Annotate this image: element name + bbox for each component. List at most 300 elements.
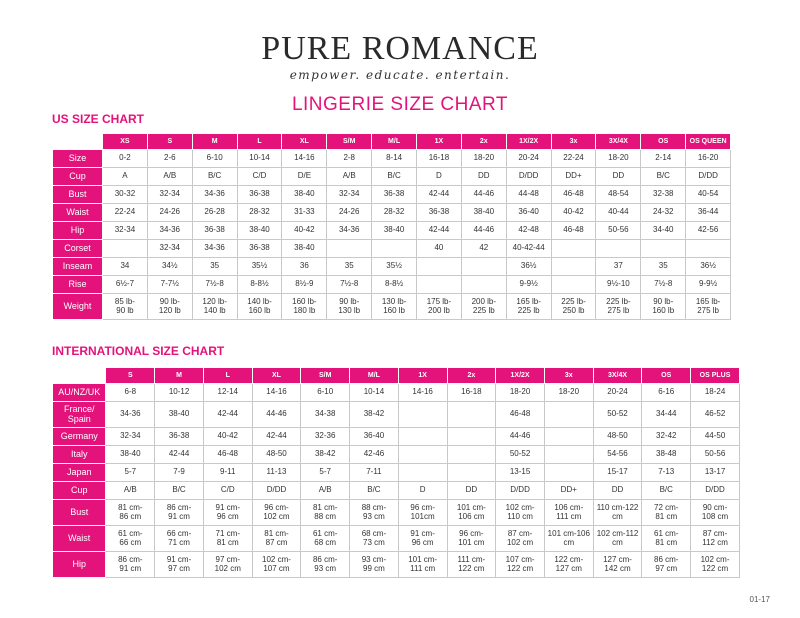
column-header: 1X: [398, 368, 447, 384]
table-cell: 28-32: [372, 204, 417, 222]
table-cell: DD: [461, 168, 506, 186]
international-section-title: INTERNATIONAL SIZE CHART: [52, 344, 225, 358]
table-cell: 122 cm- 127 cm: [544, 552, 593, 578]
table-cell: 8-8½: [237, 276, 282, 294]
table-cell: 46-48: [551, 186, 596, 204]
row-label: Waist: [53, 204, 103, 222]
table-cell: 2-14: [641, 150, 686, 168]
us-section-title: US SIZE CHART: [52, 112, 145, 126]
table-cell: 46-52: [691, 402, 740, 428]
table-cell: [461, 276, 506, 294]
column-header: OS PLUS: [691, 368, 740, 384]
table-cell: B/C: [642, 482, 691, 500]
table-cell: 38-40: [282, 240, 327, 258]
table-row: [53, 446, 740, 464]
table-cell: C/D: [237, 168, 282, 186]
column-header: 1X/2X: [496, 368, 545, 384]
row-label: Size: [53, 150, 103, 168]
table-cell: DD: [596, 168, 641, 186]
row-label: Hip: [53, 222, 103, 240]
row-label: AU/NZ/UK: [53, 384, 106, 402]
table-cell: 48-50: [252, 446, 301, 464]
table-cell: B/C: [192, 168, 237, 186]
table-cell: 37: [596, 258, 641, 276]
document-code: 01-17: [749, 595, 770, 604]
table-cell: [447, 464, 496, 482]
table-cell: 30-32: [103, 186, 148, 204]
table-row: [53, 428, 740, 446]
table-cell: 16-20: [686, 150, 731, 168]
table-row: [53, 186, 731, 204]
table-cell: B/C: [372, 168, 417, 186]
table-cell: 101 cm- 111 cm: [398, 552, 447, 578]
table-cell: D/DD: [686, 168, 731, 186]
table-cell: 91 cm- 96 cm: [203, 500, 252, 526]
table-cell: 12-14: [203, 384, 252, 402]
table-cell: 36-38: [192, 222, 237, 240]
table-cell: 6-8: [106, 384, 155, 402]
column-header: 2x: [447, 368, 496, 384]
row-label: Bust: [53, 500, 106, 526]
table-cell: 90 cm- 108 cm: [691, 500, 740, 526]
column-header: 3X/4X: [593, 368, 642, 384]
table-cell: 35: [327, 258, 372, 276]
column-header: XS: [103, 134, 148, 150]
row-label: Weight: [53, 294, 103, 320]
table-corner: [53, 134, 103, 150]
column-header: S/M: [327, 134, 372, 150]
table-cell: 32-38: [641, 186, 686, 204]
page-title: LINGERIE SIZE CHART: [291, 94, 509, 115]
table-cell: 71 cm- 81 cm: [203, 526, 252, 552]
table-cell: 42-44: [252, 428, 301, 446]
table-cell: 40-42: [203, 428, 252, 446]
table-cell: 106 cm- 111 cm: [544, 500, 593, 526]
table-row: [53, 168, 731, 186]
table-cell: [372, 240, 417, 258]
table-cell: 40-42-44: [506, 240, 551, 258]
table-cell: 48-54: [596, 186, 641, 204]
table-cell: [398, 446, 447, 464]
table-cell: 2-6: [147, 150, 192, 168]
table-cell: 6½-7: [103, 276, 148, 294]
table-cell: 32-42: [642, 428, 691, 446]
column-header: 1X: [417, 134, 462, 150]
table-cell: 61 cm- 81 cm: [642, 526, 691, 552]
table-cell: 86 cm- 91 cm: [155, 500, 204, 526]
table-cell: 46-48: [203, 446, 252, 464]
column-header: OS: [641, 134, 686, 150]
table-row: [53, 258, 731, 276]
table-cell: 38-42: [301, 446, 350, 464]
table-cell: D: [417, 168, 462, 186]
table-cell: 107 cm- 122 cm: [496, 552, 545, 578]
table-cell: 38-40: [372, 222, 417, 240]
table-cell: 6-10: [192, 150, 237, 168]
table-cell: [417, 258, 462, 276]
table-cell: 38-40: [155, 402, 204, 428]
table-cell: 36½: [686, 258, 731, 276]
table-cell: 32-34: [106, 428, 155, 446]
table-cell: 18-20: [496, 384, 545, 402]
column-header: XL: [282, 134, 327, 150]
table-cell: [641, 240, 686, 258]
table-cell: 7-13: [642, 464, 691, 482]
table-cell: 101 cm- 106 cm: [447, 500, 496, 526]
table-cell: 22-24: [551, 150, 596, 168]
table-cell: 34-36: [147, 222, 192, 240]
table-cell: 34-36: [327, 222, 372, 240]
table-cell: 42-46: [350, 446, 399, 464]
row-label: Italy: [53, 446, 106, 464]
table-cell: 24-26: [147, 204, 192, 222]
table-cell: 61 cm- 66 cm: [106, 526, 155, 552]
table-cell: 46-48: [496, 402, 545, 428]
table-cell: [544, 464, 593, 482]
table-cell: 102 cm- 107 cm: [252, 552, 301, 578]
table-cell: [417, 276, 462, 294]
column-header: 3x: [551, 134, 596, 150]
table-cell: 102 cm- 110 cm: [496, 500, 545, 526]
table-cell: 9½-10: [596, 276, 641, 294]
table-cell: [544, 446, 593, 464]
table-cell: 36-40: [506, 204, 551, 222]
table-cell: DD: [447, 482, 496, 500]
table-cell: 0-2: [103, 150, 148, 168]
table-cell: 34-40: [641, 222, 686, 240]
table-cell: 38-40: [237, 222, 282, 240]
table-row: [53, 482, 740, 500]
table-cell: 44-48: [506, 186, 551, 204]
table-cell: 120 lb- 140 lb: [192, 294, 237, 320]
table-cell: 10-14: [350, 384, 399, 402]
table-cell: D: [398, 482, 447, 500]
table-row: [53, 150, 731, 168]
table-cell: 18-20: [596, 150, 641, 168]
column-header: 1X/2X: [506, 134, 551, 150]
table-cell: 31-33: [282, 204, 327, 222]
table-cell: 42-48: [506, 222, 551, 240]
row-label: Corset: [53, 240, 103, 258]
table-cell: 16-18: [417, 150, 462, 168]
table-cell: 34-36: [192, 240, 237, 258]
table-cell: 96 cm- 101cm: [398, 500, 447, 526]
row-label: Bust: [53, 186, 103, 204]
row-label: Cup: [53, 168, 103, 186]
table-cell: [398, 464, 447, 482]
table-cell: [551, 276, 596, 294]
table-cell: 34: [103, 258, 148, 276]
table-cell: 11-13: [252, 464, 301, 482]
table-cell: 32-34: [327, 186, 372, 204]
table-cell: 50-52: [496, 446, 545, 464]
table-cell: [596, 240, 641, 258]
table-cell: 20-24: [506, 150, 551, 168]
table-cell: A/B: [301, 482, 350, 500]
table-cell: 18-20: [544, 384, 593, 402]
table-cell: 36-38: [155, 428, 204, 446]
table-cell: D/DD: [496, 482, 545, 500]
table-cell: 32-36: [301, 428, 350, 446]
table-cell: 32-34: [147, 240, 192, 258]
table-cell: [327, 240, 372, 258]
table-cell: A/B: [106, 482, 155, 500]
table-cell: 110 cm-122 cm: [593, 500, 642, 526]
row-label: Rise: [53, 276, 103, 294]
table-cell: 48-50: [593, 428, 642, 446]
table-cell: 40-42: [282, 222, 327, 240]
row-label: Cup: [53, 482, 106, 500]
table-cell: 5-7: [106, 464, 155, 482]
table-cell: 16-18: [447, 384, 496, 402]
table-cell: 42-44: [417, 186, 462, 204]
table-cell: 35: [641, 258, 686, 276]
table-cell: 22-24: [103, 204, 148, 222]
us-size-table: [52, 133, 731, 320]
row-label: France/ Spain: [53, 402, 106, 428]
table-cell: 40-44: [596, 204, 641, 222]
table-cell: 35½: [372, 258, 417, 276]
table-cell: 225 lb- 275 lb: [596, 294, 641, 320]
table-cell: [447, 428, 496, 446]
table-cell: 87 cm- 112 cm: [691, 526, 740, 552]
table-cell: 44-46: [461, 222, 506, 240]
table-cell: D/DD: [252, 482, 301, 500]
table-cell: [686, 240, 731, 258]
column-header: L: [237, 134, 282, 150]
table-cell: 6-16: [642, 384, 691, 402]
table-cell: 7½-8: [327, 276, 372, 294]
table-cell: 91 cm- 96 cm: [398, 526, 447, 552]
table-cell: 14-16: [282, 150, 327, 168]
column-header: S: [106, 368, 155, 384]
table-cell: DD: [593, 482, 642, 500]
table-cell: D/E: [282, 168, 327, 186]
table-cell: 36-38: [237, 186, 282, 204]
international-size-table: [52, 367, 740, 578]
table-cell: 9-9½: [686, 276, 731, 294]
table-cell: 68 cm- 73 cm: [350, 526, 399, 552]
table-cell: 87 cm- 102 cm: [496, 526, 545, 552]
table-cell: 7-7½: [147, 276, 192, 294]
table-cell: 8-8½: [372, 276, 417, 294]
table-cell: 13-15: [496, 464, 545, 482]
table-cell: 66 cm- 71 cm: [155, 526, 204, 552]
table-cell: [398, 428, 447, 446]
table-cell: B/C: [350, 482, 399, 500]
table-cell: 14-16: [398, 384, 447, 402]
table-cell: C/D: [203, 482, 252, 500]
table-cell: 42-44: [203, 402, 252, 428]
table-cell: 34-36: [106, 402, 155, 428]
table-row: [53, 500, 740, 526]
row-label: Waist: [53, 526, 106, 552]
table-cell: 44-46: [461, 186, 506, 204]
table-cell: 9-11: [203, 464, 252, 482]
table-cell: 36: [282, 258, 327, 276]
table-cell: 165 lb- 225 lb: [506, 294, 551, 320]
table-cell: 32-34: [147, 186, 192, 204]
column-header: M: [192, 134, 237, 150]
table-row: [53, 552, 740, 578]
table-cell: 175 lb- 200 lb: [417, 294, 462, 320]
brand-tagline: empower. educate. entertain.: [289, 68, 511, 82]
table-cell: 13-17: [691, 464, 740, 482]
table-cell: 86 cm- 93 cm: [301, 552, 350, 578]
table-cell: 2-8: [327, 150, 372, 168]
table-cell: 96 cm- 101 cm: [447, 526, 496, 552]
table-cell: D/DD: [506, 168, 551, 186]
table-row: [53, 240, 731, 258]
table-cell: 85 lb- 90 lb: [103, 294, 148, 320]
table-cell: 42-56: [686, 222, 731, 240]
table-cell: 34-38: [301, 402, 350, 428]
column-header: M/L: [350, 368, 399, 384]
table-cell: 34½: [147, 258, 192, 276]
table-cell: 130 lb- 160 lb: [372, 294, 417, 320]
table-cell: 81 cm- 87 cm: [252, 526, 301, 552]
table-cell: 32-34: [103, 222, 148, 240]
table-cell: 7-11: [350, 464, 399, 482]
table-cell: 28-32: [237, 204, 282, 222]
table-cell: 50-56: [596, 222, 641, 240]
table-cell: 8-14: [372, 150, 417, 168]
row-label: Germany: [53, 428, 106, 446]
table-cell: 9-9½: [506, 276, 551, 294]
column-header: M/L: [372, 134, 417, 150]
table-cell: 8½-9: [282, 276, 327, 294]
table-cell: 111 cm- 122 cm: [447, 552, 496, 578]
table-cell: DD+: [544, 482, 593, 500]
table-cell: 7½-8: [192, 276, 237, 294]
table-cell: 42-44: [155, 446, 204, 464]
table-row: [53, 402, 740, 428]
table-cell: 102 cm-112 cm: [593, 526, 642, 552]
table-cell: 35: [192, 258, 237, 276]
table-cell: [544, 402, 593, 428]
table-cell: 90 lb- 120 lb: [147, 294, 192, 320]
table-row: [53, 276, 731, 294]
table-cell: DD+: [551, 168, 596, 186]
table-cell: 160 lb- 180 lb: [282, 294, 327, 320]
table-cell: 38-48: [642, 446, 691, 464]
table-cell: 81 cm- 88 cm: [301, 500, 350, 526]
table-cell: [447, 446, 496, 464]
table-cell: 44-50: [691, 428, 740, 446]
column-header: OS QUEEN: [686, 134, 731, 150]
table-cell: 42: [461, 240, 506, 258]
table-cell: 18-24: [691, 384, 740, 402]
table-cell: 200 lb- 225 lb: [461, 294, 506, 320]
table-cell: 91 cm- 97 cm: [155, 552, 204, 578]
table-cell: 38-42: [350, 402, 399, 428]
table-cell: 14-16: [252, 384, 301, 402]
column-header: L: [203, 368, 252, 384]
table-row: [53, 204, 731, 222]
table-cell: 10-12: [155, 384, 204, 402]
table-cell: 54-56: [593, 446, 642, 464]
table-cell: 46-48: [551, 222, 596, 240]
table-cell: [461, 258, 506, 276]
table-cell: 38-40: [282, 186, 327, 204]
table-cell: [103, 240, 148, 258]
table-cell: A/B: [327, 168, 372, 186]
table-row: [53, 294, 731, 320]
row-label: Hip: [53, 552, 106, 578]
column-header: 3X/4X: [596, 134, 641, 150]
table-cell: A: [103, 168, 148, 186]
table-cell: 36½: [506, 258, 551, 276]
table-cell: 81 cm- 86 cm: [106, 500, 155, 526]
table-cell: 20-24: [593, 384, 642, 402]
table-cell: 38-40: [461, 204, 506, 222]
table-cell: [551, 258, 596, 276]
table-cell: 36-38: [237, 240, 282, 258]
table-cell: 42-44: [417, 222, 462, 240]
table-cell: 225 lb- 250 lb: [551, 294, 596, 320]
table-cell: 90 lb- 130 lb: [327, 294, 372, 320]
table-cell: 40-42: [551, 204, 596, 222]
table-cell: 34-44: [642, 402, 691, 428]
table-cell: 50-56: [691, 446, 740, 464]
table-cell: B/C: [641, 168, 686, 186]
column-header: 3x: [544, 368, 593, 384]
column-header: 2x: [461, 134, 506, 150]
table-cell: 40-54: [686, 186, 731, 204]
table-cell: 96 cm- 102 cm: [252, 500, 301, 526]
table-cell: B/C: [155, 482, 204, 500]
table-row: [53, 526, 740, 552]
table-cell: 165 lb- 275 lb: [686, 294, 731, 320]
table-cell: 26-28: [192, 204, 237, 222]
table-cell: 36-38: [372, 186, 417, 204]
table-cell: 7-9: [155, 464, 204, 482]
table-cell: 88 cm- 93 cm: [350, 500, 399, 526]
table-cell: 24-32: [641, 204, 686, 222]
table-cell: 24-26: [327, 204, 372, 222]
intl-header-row: [53, 368, 740, 384]
table-cell: 18-20: [461, 150, 506, 168]
column-header: M: [155, 368, 204, 384]
table-cell: 102 cm- 122 cm: [691, 552, 740, 578]
table-cell: 40: [417, 240, 462, 258]
table-cell: 90 lb- 160 lb: [641, 294, 686, 320]
table-cell: 34-36: [192, 186, 237, 204]
table-cell: 35½: [237, 258, 282, 276]
column-header: S: [147, 134, 192, 150]
table-cell: [551, 240, 596, 258]
table-cell: 44-46: [496, 428, 545, 446]
table-cell: A/B: [147, 168, 192, 186]
table-cell: 15-17: [593, 464, 642, 482]
table-cell: 7½-8: [641, 276, 686, 294]
table-cell: [398, 402, 447, 428]
us-header-row: [53, 134, 731, 150]
column-header: OS: [642, 368, 691, 384]
table-cell: 10-14: [237, 150, 282, 168]
table-cell: 127 cm- 142 cm: [593, 552, 642, 578]
table-cell: 101 cm-106 cm: [544, 526, 593, 552]
row-label: Inseam: [53, 258, 103, 276]
table-cell: 5-7: [301, 464, 350, 482]
table-corner: [53, 368, 106, 384]
table-cell: 44-46: [252, 402, 301, 428]
table-cell: 36-40: [350, 428, 399, 446]
column-header: S/M: [301, 368, 350, 384]
table-cell: 6-10: [301, 384, 350, 402]
table-row: [53, 384, 740, 402]
table-cell: [447, 402, 496, 428]
